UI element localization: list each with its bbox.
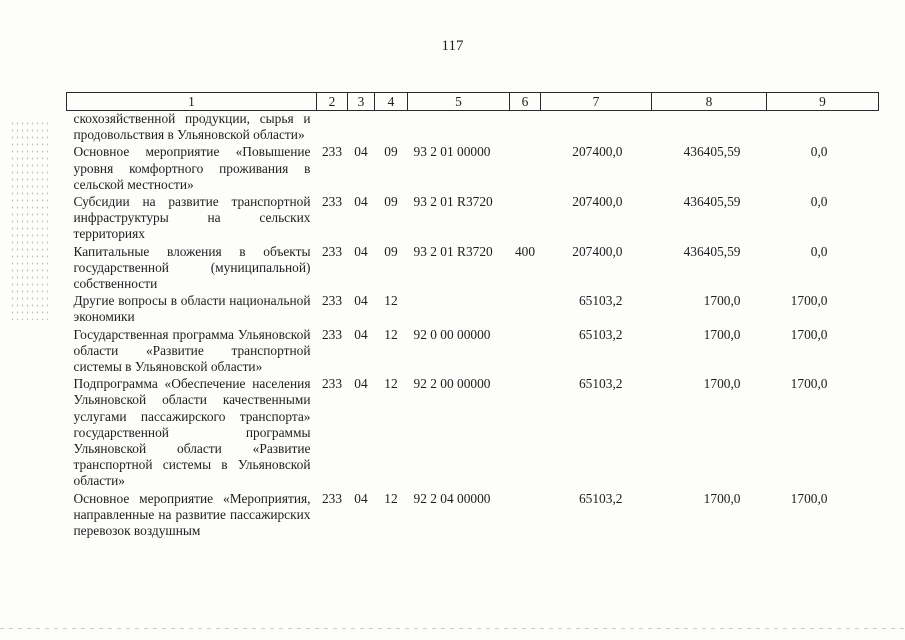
row-amount-col8: 436405,59 (683, 194, 741, 210)
row-amount-col8: 1700,0 (703, 490, 741, 506)
row-ministry-code: 233 (321, 490, 343, 506)
table-row (67, 143, 879, 193)
row-subsection-code: 09 (384, 243, 398, 259)
row-target-code: 92 2 00 00000 (413, 376, 491, 392)
row-name: Основное мероприятие «Мероприятия, направленные на развитие пассажирских перевозок воздушным (73, 490, 311, 539)
row-name: Подпрограмма «Обеспечение населения Ульяновской области качественными услугами пассажирского транспорта» государственной программы Ульяновской области «Развитие транспортной системы в Ульяновской области» (73, 376, 311, 489)
table-row (67, 326, 879, 376)
column-header-7: 7 (541, 93, 652, 111)
row-ministry-code: 233 (321, 293, 343, 309)
row-amount-col8: 436405,59 (683, 144, 741, 160)
table-row (67, 111, 879, 144)
row-amount-col8: 1700,0 (703, 293, 741, 309)
row-subsection-code: 12 (384, 490, 398, 506)
row-subsection-code: 12 (384, 376, 398, 392)
row-section-code: 04 (354, 144, 368, 160)
row-section-code: 04 (354, 376, 368, 392)
row-amount-col7: 207400,0 (572, 194, 623, 210)
column-header-2: 2 (317, 93, 348, 111)
column-header-3: 3 (348, 93, 375, 111)
column-header-6: 6 (510, 93, 541, 111)
table-row (67, 193, 879, 243)
row-target-code: 93 2 01 R3720 (413, 194, 493, 210)
row-amount-col9: 1700,0 (790, 326, 828, 342)
scan-noise (10, 120, 50, 320)
row-amount-col9: 1700,0 (790, 490, 828, 506)
row-section-code: 04 (354, 194, 368, 210)
row-target-code: 92 2 04 00000 (413, 490, 491, 506)
column-header-8: 8 (652, 93, 767, 111)
row-amount-col7 (541, 111, 652, 144)
row-amount-col8: 436405,59 (683, 243, 741, 259)
row-name: Основное мероприятие «Повышение уровня комфортного проживания в сельской местности» (73, 144, 311, 192)
row-amount-col7: 65103,2 (578, 490, 623, 506)
row-amount-col7: 207400,0 (572, 144, 623, 160)
row-amount-col7: 65103,2 (578, 376, 623, 392)
row-ministry-code: 233 (321, 376, 343, 392)
row-amount-col9: 1700,0 (790, 376, 828, 392)
column-header-4: 4 (375, 93, 408, 111)
row-amount-col8 (652, 111, 767, 144)
row-target-code: 93 2 01 R3720 (413, 243, 493, 259)
row-subsection-code (375, 111, 408, 144)
row-ministry-code: 233 (321, 243, 343, 259)
row-name: Субсидии на развитие транспортной инфраструктуры на сельских территориях (73, 194, 311, 242)
row-expense-type (510, 193, 541, 243)
row-subsection-code: 09 (384, 144, 398, 160)
row-name: Другие вопросы в области национальной экономики (73, 293, 311, 325)
budget-table (66, 92, 879, 539)
row-ministry-code: 233 (321, 144, 343, 160)
row-amount-col7: 65103,2 (578, 293, 623, 309)
row-amount-col9: 0,0 (810, 144, 828, 160)
column-header-1: 1 (67, 93, 317, 111)
row-target-code: 92 0 00 00000 (413, 326, 491, 342)
column-header-9: 9 (767, 93, 879, 111)
row-expense-type (510, 143, 541, 193)
row-name: скохозяйственной продукции, сырья и продовольствия в Ульяновской области» (73, 111, 311, 143)
row-name: Государственная программа Ульяновской области «Развитие транспортной системы в Ульяновской области» (73, 326, 311, 375)
row-amount-col9: 0,0 (810, 243, 828, 259)
row-amount-col7: 65103,2 (578, 326, 623, 342)
row-section-code: 04 (354, 326, 368, 342)
row-ministry-code: 233 (321, 194, 343, 210)
row-target-code (408, 292, 510, 325)
row-amount-col9 (767, 111, 879, 144)
row-amount-col7: 207400,0 (572, 243, 623, 259)
row-expense-type (510, 111, 541, 144)
row-section-code: 04 (354, 293, 368, 309)
row-amount-col9: 1700,0 (790, 293, 828, 309)
row-subsection-code: 12 (384, 326, 398, 342)
row-target-code (408, 111, 510, 144)
table-row (67, 490, 879, 540)
header-row (67, 93, 879, 111)
row-name: Капитальные вложения в объекты государственной (муниципальной) собственности (73, 243, 311, 292)
row-section-code (348, 111, 375, 144)
row-amount-col8: 1700,0 (703, 376, 741, 392)
row-subsection-code: 09 (384, 194, 398, 210)
page-number: 117 (441, 38, 464, 54)
table-row (67, 375, 879, 489)
row-expense-type (510, 490, 541, 540)
row-expense-type (510, 375, 541, 489)
row-ministry-code: 233 (321, 326, 343, 342)
table-row (67, 243, 879, 293)
row-section-code: 04 (354, 243, 368, 259)
table-row (67, 292, 879, 325)
row-section-code: 04 (354, 490, 368, 506)
scan-edge (0, 628, 905, 629)
row-amount-col8: 1700,0 (703, 326, 741, 342)
row-subsection-code: 12 (384, 293, 398, 309)
row-expense-type: 400 (514, 243, 536, 259)
table-header (67, 93, 879, 111)
row-target-code: 93 2 01 00000 (413, 144, 491, 160)
row-amount-col9: 0,0 (810, 194, 828, 210)
row-expense-type (510, 292, 541, 325)
column-header-5: 5 (408, 93, 510, 111)
row-ministry-code (317, 111, 348, 144)
row-expense-type (510, 326, 541, 376)
